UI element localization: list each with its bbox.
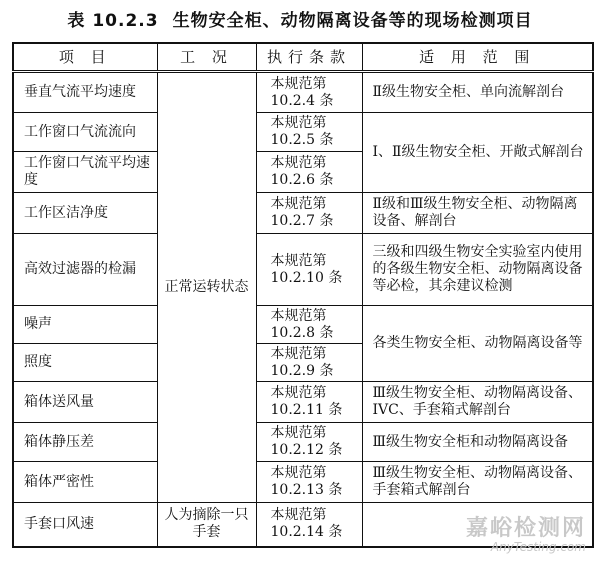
scope-cell: Ⅲ级生物安全柜和动物隔离设备 (362, 423, 593, 462)
scope-cell: Ⅱ级生物安全柜、单向流解剖台 (362, 72, 593, 113)
clause-cell: 本规范第 10.2.4 条 (256, 72, 362, 113)
clause-cell: 本规范第 10.2.11 条 (256, 382, 362, 423)
item-cell: 垂直气流平均速度 (13, 72, 157, 113)
table-row (13, 113, 593, 152)
clause-cell: 本规范第 10.2.5 条 (256, 113, 362, 152)
item-cell: 手套口风速 (13, 503, 157, 547)
table-number: 表 10.2.3 (67, 11, 159, 31)
header-item: 项 目 (13, 43, 157, 72)
scope-cell: Ⅲ级生物安全柜、动物隔离设备、IVC、手套箱式解剖台 (362, 382, 593, 423)
watermark-en: AnyTesting.com (490, 540, 586, 554)
clause-cell: 本规范第 10.2.6 条 (256, 152, 362, 193)
item-cell: 工作窗口气流流向 (13, 113, 157, 152)
clause-cell: 本规范第 10.2.12 条 (256, 423, 362, 462)
item-cell: 高效过滤器的检漏 (13, 234, 157, 306)
item-cell: 工作窗口气流平均速度 (13, 152, 157, 193)
item-cell: 噪声 (13, 306, 157, 344)
clause-cell: 本规范第 10.2.13 条 (256, 462, 362, 503)
header-scope: 适 用 范 围 (362, 43, 593, 72)
clause-cell: 本规范第 10.2.14 条 (256, 503, 362, 547)
scope-cell: Ⅲ级生物安全柜、动物隔离设备、手套箱式解剖台 (362, 462, 593, 503)
item-cell: 箱体送风量 (13, 382, 157, 423)
clause-cell: 本规范第 10.2.10 条 (256, 234, 362, 306)
table-row (13, 234, 593, 306)
table-row (13, 306, 593, 344)
header-clause: 执行条款 (256, 43, 362, 72)
table-row (13, 193, 593, 234)
item-cell: 工作区洁净度 (13, 193, 157, 234)
table-title (0, 6, 600, 36)
table-row (13, 423, 593, 462)
item-cell: 箱体静压差 (13, 423, 157, 462)
table-row (13, 462, 593, 503)
scope-cell: Ⅰ、Ⅱ级生物安全柜、开敞式解剖台 (362, 113, 593, 193)
scope-cell: 各类生物安全柜、动物隔离设备等 (362, 306, 593, 382)
watermark-cn: 嘉峪检测网 (465, 516, 586, 541)
scope-cell: Ⅱ级和Ⅲ级生物安全柜、动物隔离设备、解剖台 (362, 193, 593, 234)
clause-cell: 本规范第 10.2.8 条 (256, 306, 362, 344)
condition-glove: 人为摘除一只手套 (157, 503, 256, 547)
inspection-table (12, 42, 594, 548)
header-row (13, 43, 593, 72)
scope-cell: 三级和四级生物安全实验室内使用的各级生物安全柜、动物隔离设备等必检，其余建议检测 (362, 234, 593, 306)
table-caption: 生物安全柜、动物隔离设备等的现场检测项目 (172, 11, 533, 31)
table-row (13, 382, 593, 423)
clause-cell: 本规范第 10.2.9 条 (256, 344, 362, 382)
watermark (466, 511, 586, 554)
condition-normal: 正常运转状态 (157, 72, 256, 503)
header-condition: 工 况 (157, 43, 256, 72)
clause-cell: 本规范第 10.2.7 条 (256, 193, 362, 234)
table-row (13, 72, 593, 113)
item-cell: 照度 (13, 344, 157, 382)
item-cell: 箱体严密性 (13, 462, 157, 503)
